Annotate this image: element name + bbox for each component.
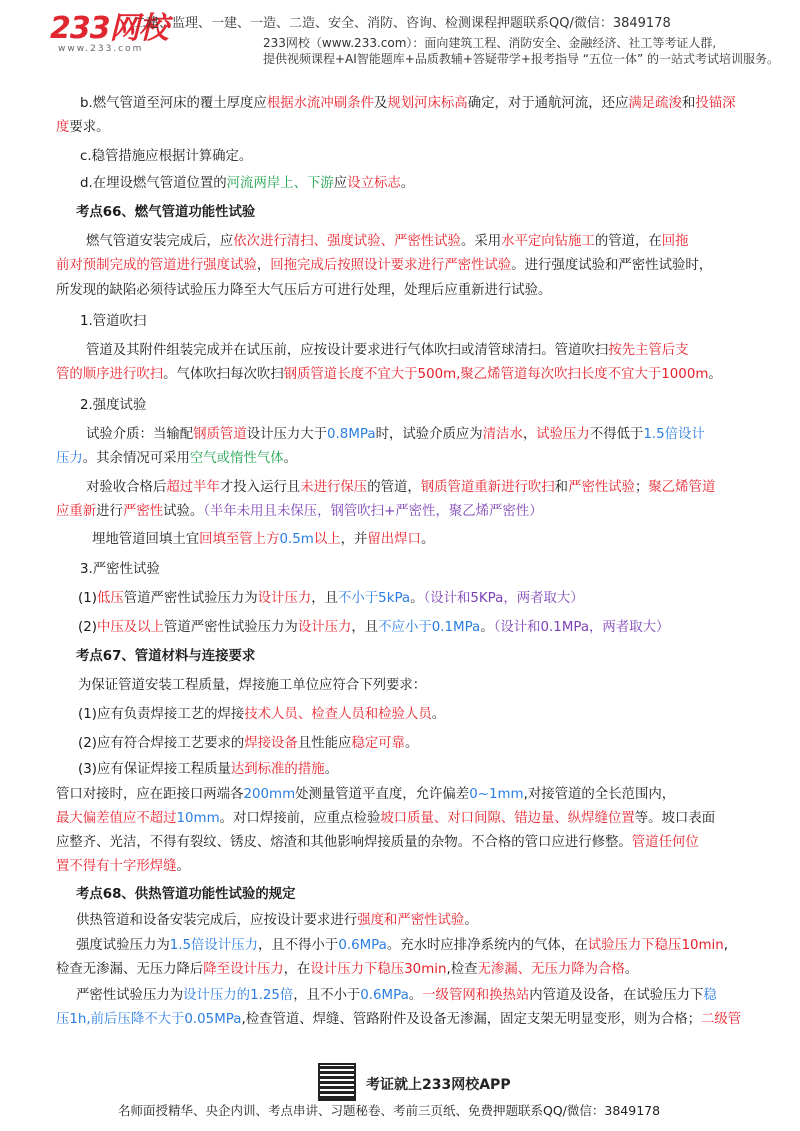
text-span: 严密性试验压力为: [76, 988, 184, 1003]
logo-site: www.233.com: [58, 44, 144, 54]
text-line: [80, 148, 252, 166]
text-line: [56, 786, 675, 804]
text-span: 和: [681, 96, 696, 111]
text-span: 3.严密性试验: [80, 562, 160, 577]
header-service-line: 提供视频课程+AI智能题库+品质教辅+答疑带学+报考指导 “五位一体” 的一站式考试培训服务。: [263, 52, 780, 66]
text-span: (1): [78, 591, 97, 606]
text-span: 空气或惰性气体: [189, 451, 284, 466]
text-span: ，且不得小于: [257, 938, 339, 953]
text-span: 设计压力的1.25倍: [183, 988, 294, 1003]
text-span: 强度试验压力为: [76, 938, 170, 953]
text-span: 对验收合格后: [86, 480, 167, 495]
text-span: 。气体吹扫每次吹扫: [163, 367, 284, 382]
header-contact-line: 二建、监理、一建、一造、二造、安全、消防、咨询、检测课程押题联系QQ/微信：3849178: [133, 16, 671, 31]
text-span: 应重新: [56, 504, 97, 519]
text-span: 投锚深: [695, 96, 736, 111]
text-span: 。: [176, 859, 190, 874]
text-span: 稳: [703, 988, 717, 1003]
text-span: 钢质管道: [193, 427, 247, 442]
text-span: 钢质管道重新进行吹扫: [420, 480, 555, 495]
text-span: 不小于5kPa: [338, 591, 411, 606]
text-span: 及: [373, 96, 388, 111]
text-span: 钢质管道长度不宜大于500m,聚乙烯管道每次吹扫长度不宜大于1000m: [283, 367, 709, 382]
text-span: 时，试验介质应为: [375, 427, 483, 442]
text-span: 水平定向钻施工: [501, 234, 595, 249]
text-span: 设计压力下稳压30min: [310, 962, 447, 977]
text-line: [78, 706, 445, 724]
text-span: 要求。: [69, 120, 110, 135]
text-span: 确定，对于通航河流，还应: [467, 96, 629, 111]
text-span: 0.6MPa: [338, 938, 387, 953]
text-span: 。充水时应排净系统内的气体，在: [386, 938, 588, 953]
text-line: [80, 175, 414, 193]
text-span: 应整齐、光洁，不得有裂纹、锈皮、熔渣和其他影响焊接质量的杂物。不合格的管口应进行修整。: [56, 835, 632, 850]
text-span: 为保证管道安装工程质量，焊接施工单位应符合下列要求：: [78, 678, 427, 693]
text-span: ，且: [311, 591, 338, 606]
header-intro-line: 233网校（www.233.com）：面向建筑工程、消防安全、金融经济、社工等考证人群,: [263, 36, 717, 50]
text-span: 试验压力下稳压10min: [587, 938, 724, 953]
text-span: 超过半年: [166, 480, 220, 495]
text-span: 所发现的缺陷必须待试验压力降至大气压后方可进行处理，处理后应重新进行试验。: [56, 283, 552, 298]
text-span: 度: [56, 120, 70, 135]
text-span: 。: [624, 962, 639, 977]
text-line: [86, 342, 689, 360]
text-span: ,检查管道、焊缝、管路附件及设备无渗漏，固定支架无明显变形，则为合格；: [241, 1012, 701, 1027]
text-span: 不得低于: [589, 427, 644, 442]
text-span: 0~1mm: [469, 787, 524, 802]
text-span: (2): [78, 620, 97, 635]
text-line: [78, 590, 584, 608]
text-line: [80, 397, 146, 415]
text-span: 。: [431, 707, 446, 722]
text-span: 管道任何位: [631, 835, 699, 850]
text-span: 燃气管道安装完成后，应: [86, 234, 234, 249]
text-line: [80, 561, 160, 579]
text-span: 。: [708, 367, 722, 382]
text-span: 1.5倍设计: [643, 427, 705, 442]
text-span: 设计压力大于: [246, 427, 328, 442]
text-span: 一级管网和换热站: [422, 988, 530, 1003]
text-span: 根据水流冲刷条件: [266, 96, 374, 111]
text-span: 管口对接时，应在距接口两端各: [56, 787, 244, 802]
text-span: 以上: [313, 532, 341, 547]
text-line: [56, 282, 551, 300]
text-line: [56, 858, 190, 876]
text-span: 管道严密性试验压力为: [123, 591, 258, 606]
text-span: 清洁水: [482, 427, 523, 442]
text-span: 压力: [56, 451, 83, 466]
text-span: 技术人员、检查人员和检验人员: [244, 707, 432, 722]
text-span: 设立标志: [347, 176, 401, 191]
text-span: ,检查: [446, 962, 478, 977]
text-span: ，在: [283, 962, 311, 977]
text-line: [92, 531, 434, 549]
text-line: [80, 95, 736, 113]
text-span: 检查无渗漏、无压力降后: [56, 962, 204, 977]
text-span: （半年未用且未保压，钢管吹扫+严密性，聚乙烯严密性）: [203, 504, 543, 519]
text-span: ,对接管道的全长范围内，: [523, 787, 676, 802]
text-span: 回拖: [661, 234, 689, 249]
text-span: 且性能应: [297, 736, 352, 751]
text-line: [76, 937, 728, 955]
text-span: 。对口焊接前，应重点检验: [219, 811, 381, 826]
text-span: 河流两岸上、下游: [226, 176, 334, 191]
text-line: [56, 257, 712, 275]
text-span: 严密性试验: [568, 480, 636, 495]
text-span: （设计和5KPa，两者取大）: [423, 591, 584, 606]
text-span: 内管道及设备，在试验压力下: [529, 988, 704, 1003]
text-span: 才投入运行且: [219, 480, 301, 495]
text-span: 回填至管上方: [199, 532, 280, 547]
text-span: 0.8MPa: [327, 427, 376, 442]
text-span: d.在埋设燃气管道位置的: [80, 176, 227, 191]
logo-text: 233网校: [50, 11, 168, 46]
text-span: 的管道，: [367, 480, 421, 495]
text-line: [76, 912, 478, 930]
text-span: 满足疏浚: [628, 96, 682, 111]
text-span: 试验介质：当输配: [86, 427, 194, 442]
text-line: [80, 313, 146, 331]
text-span: 0.6MPa: [360, 988, 409, 1003]
text-span: 埋地管道回填土宜: [92, 532, 200, 547]
text-span: 。: [404, 736, 419, 751]
text-span: 1.5倍设计压力: [169, 938, 258, 953]
text-span: c.稳管措施应根据计算确定。: [80, 149, 253, 164]
text-span: 等。坡口表面: [634, 811, 716, 826]
text-line: [76, 648, 255, 666]
text-line: [86, 233, 689, 251]
text-span: 。: [324, 762, 338, 777]
text-line: [56, 119, 110, 137]
text-span: 的管道，在: [594, 234, 662, 249]
text-span: 考点67、管道材料与连接要求: [76, 649, 256, 664]
text-span: ；: [635, 480, 649, 495]
text-span: 考点66、燃气管道功能性试验: [76, 205, 256, 220]
text-line: [56, 503, 543, 521]
text-line: [56, 810, 715, 828]
text-span: 进行: [96, 504, 123, 519]
text-span: 按先主管后支: [608, 343, 689, 358]
text-span: 压1h,前后压降不大于0.05MPa: [56, 1012, 242, 1027]
text-span: 规划河床标高: [387, 96, 468, 111]
text-span: 管道及其附件组装完成并在试压前，应按设计要求进行气体吹扫或清管球清扫。管道吹扫: [86, 343, 609, 358]
text-line: [78, 735, 418, 753]
text-span: 稳定可靠: [351, 736, 405, 751]
text-line: [86, 479, 715, 497]
text-line: [76, 204, 255, 222]
text-span: 留出焊口: [367, 532, 421, 547]
text-span: ，并: [340, 532, 368, 547]
text-line: [78, 619, 669, 637]
text-span: 前对预制完成的管道进行强度试验: [56, 258, 257, 273]
text-span: （设计和0.1MPa，两者取大）: [493, 620, 670, 635]
text-span: 降至设计压力: [203, 962, 284, 977]
text-line: [56, 366, 722, 384]
text-span: (2)应有符合焊接工艺要求的: [78, 736, 245, 751]
footer-contact-line: 名师面授精华、央企内训、考点串讲、习题秘卷、考前三页纸、免费押题联系QQ/微信：3849178: [118, 1103, 661, 1118]
text-span: 。: [480, 620, 494, 635]
text-span: 应: [333, 176, 348, 191]
text-span: 。: [464, 913, 478, 928]
text-span: 依次进行清扫、强度试验、严密性试验: [233, 234, 461, 249]
text-span: 严密性: [122, 504, 164, 519]
text-span: 无渗漏、无压力降为合格: [477, 962, 625, 977]
text-line: [76, 987, 717, 1005]
text-span: 未进行保压: [300, 480, 368, 495]
text-span: 管道严密性试验压力为: [163, 620, 298, 635]
text-span: 。: [408, 988, 423, 1003]
text-span: 焊接设备: [244, 736, 298, 751]
text-span: 低压: [96, 591, 124, 606]
text-line: [78, 677, 426, 695]
text-span: 。进行强度试验和严密性试验时，: [511, 258, 713, 273]
text-span: 。: [420, 532, 435, 547]
text-span: 200mm: [243, 787, 296, 802]
text-line: [56, 834, 699, 852]
text-span: 聚乙烯管道: [648, 480, 716, 495]
text-span: 试验压力: [536, 427, 590, 442]
text-line: [76, 886, 296, 904]
text-span: 置不得有十字形焊缝: [56, 859, 177, 874]
text-span: 和: [554, 480, 569, 495]
text-span: 中压及以上: [96, 620, 164, 635]
text-span: ，: [522, 427, 537, 442]
text-span: 。其余情况可采用: [82, 451, 190, 466]
text-line: [56, 961, 638, 979]
text-span: 。: [400, 176, 415, 191]
text-span: 管的顺序进行吹扫: [56, 367, 164, 382]
text-span: 回拖完成后按照设计要求进行严密性试验: [270, 258, 512, 273]
text-span: 0.5m: [279, 532, 314, 547]
text-span: 。采用: [460, 234, 502, 249]
text-span: ，: [256, 258, 271, 273]
text-span: 设计压力: [257, 591, 312, 606]
text-span: ，且: [351, 620, 379, 635]
text-span: 考点68、供热管道功能性试验的规定: [76, 887, 296, 902]
text-span: 处测量管道平直度，允许偏差: [295, 787, 470, 802]
text-span: b.燃气管道至河床的覆土厚度应: [80, 96, 267, 111]
text-span: 最大偏差值应不超过: [56, 811, 177, 826]
text-span: 达到标准的措施: [230, 762, 325, 777]
text-span: 不应小于0.1MPa: [378, 620, 481, 635]
text-line: [78, 761, 338, 779]
text-span: 设计压力: [297, 620, 352, 635]
text-span: 坡口质量、对口间隙、错边量、纵焊缝位置: [380, 811, 635, 826]
text-span: (1)应有负责焊接工艺的焊接: [78, 707, 245, 722]
text-line: [56, 1011, 741, 1029]
text-span: 。: [410, 591, 424, 606]
text-span: (3)应有保证焊接工程质量: [78, 762, 231, 777]
footer-title: 考证就上233网校APP: [366, 1077, 511, 1093]
text-span: 试验。: [163, 504, 204, 519]
text-span: ，且不小于: [293, 988, 361, 1003]
text-line: [86, 426, 705, 444]
text-span: 10mm: [176, 811, 220, 826]
text-span: 1.管道吹扫: [80, 314, 147, 329]
text-span: 供热管道和设备安装完成后，应按设计要求进行: [76, 913, 358, 928]
text-span: ,: [723, 938, 729, 953]
text-span: 强度和严密性试验: [357, 913, 465, 928]
text-span: 。: [283, 451, 298, 466]
text-span: 2.强度试验: [80, 398, 147, 413]
text-span: 二级管: [700, 1012, 742, 1027]
qr-code-icon: [318, 1063, 356, 1101]
text-line: [56, 450, 297, 468]
